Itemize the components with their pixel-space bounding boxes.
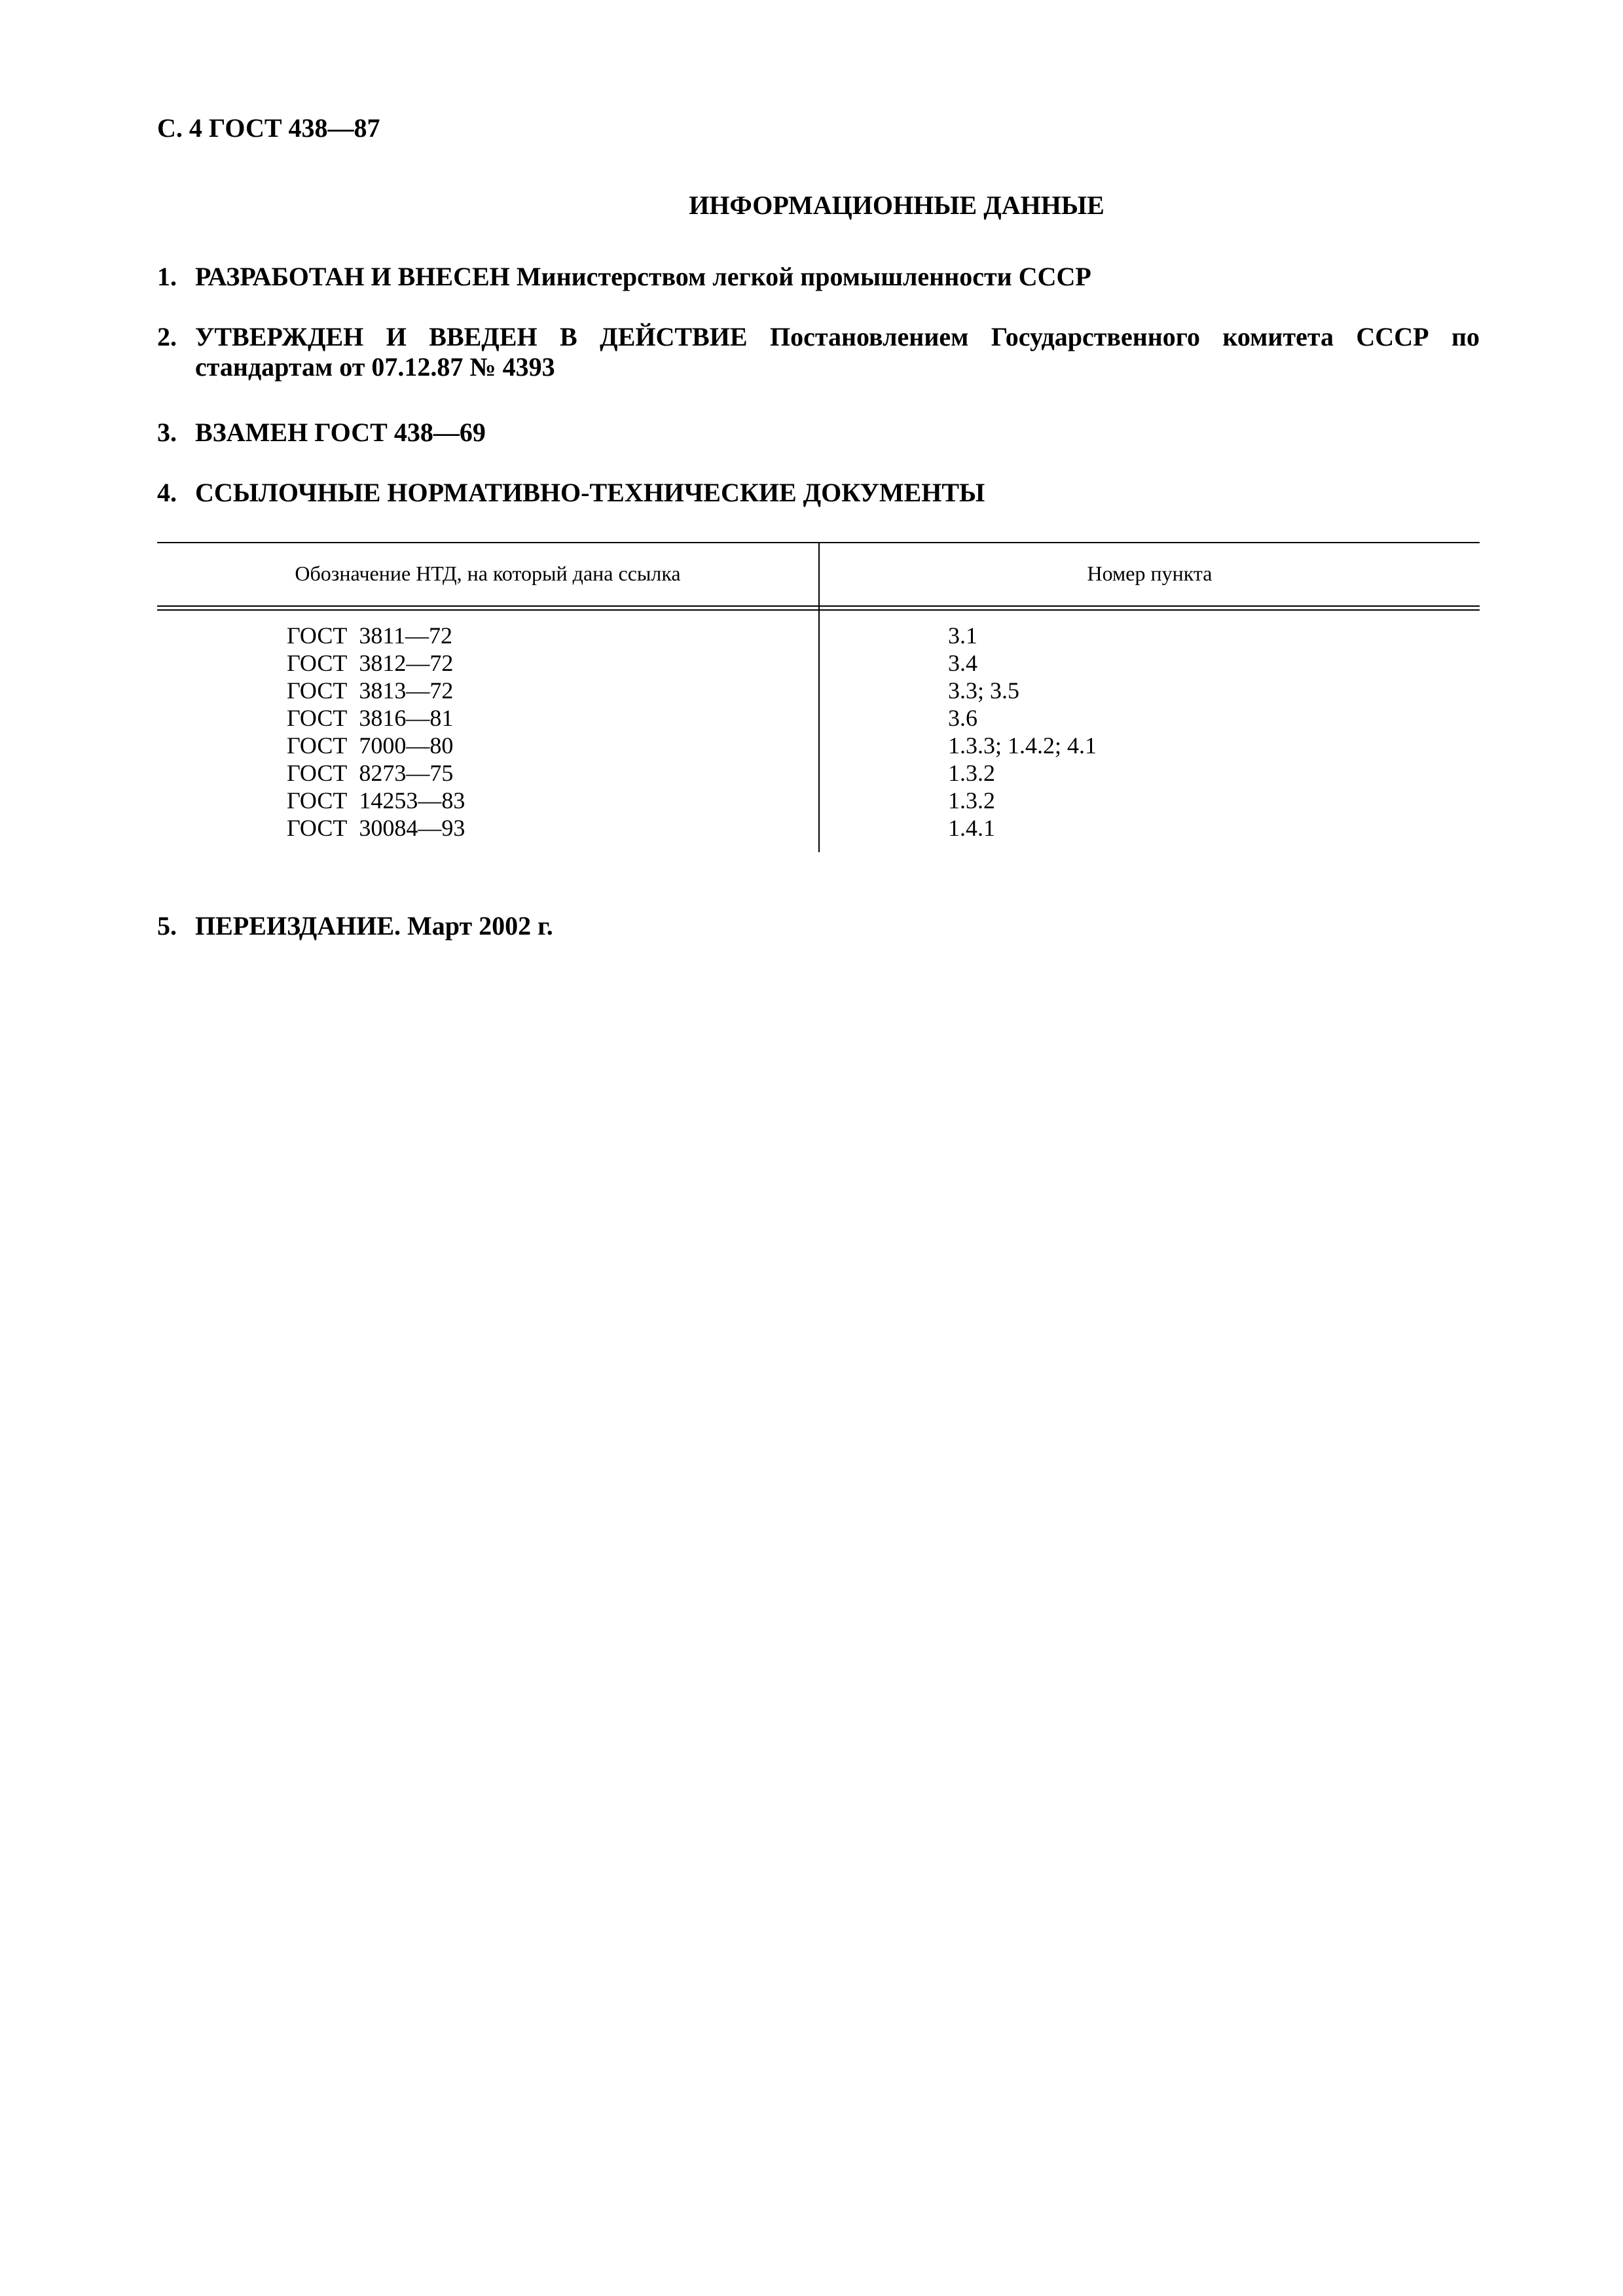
row-clause: 3.6 xyxy=(948,705,977,731)
row-document: ГОСТ 3811—72 xyxy=(287,622,453,649)
item-heading: ПЕРЕИЗДАНИЕ. xyxy=(195,911,401,941)
row-document: ГОСТ 30084—93 xyxy=(287,815,465,841)
row-clause: 3.3; 3.5 xyxy=(948,677,1020,704)
table-row xyxy=(157,732,1480,759)
row-document: ГОСТ 3813—72 xyxy=(287,677,454,704)
row-clause: 1.3.3; 1.4.2; 4.1 xyxy=(948,732,1097,759)
row-clause: 1.3.2 xyxy=(948,787,995,814)
table-row xyxy=(157,622,1480,649)
info-item-1 xyxy=(157,262,1480,292)
row-document: ГОСТ 8273—75 xyxy=(287,760,454,786)
item-heading: РАЗРАБОТАН И ВНЕСЕН xyxy=(195,262,510,291)
column-header-clause: Номер пункта xyxy=(1087,562,1213,585)
table-row xyxy=(157,814,1480,842)
item-text: Март 2002 г. xyxy=(401,911,553,941)
page-header: С. 4 ГОСТ 438—87 xyxy=(157,113,380,143)
info-item-2 xyxy=(157,322,1480,382)
info-item-4 xyxy=(157,478,1480,508)
row-document: ГОСТ 3812—72 xyxy=(287,650,454,676)
item-number: 4. xyxy=(157,478,177,507)
info-item-3 xyxy=(157,418,1480,448)
item-text: Постановлением Государственного комитета СССР по стандартам от 07.12.87 № 4393 xyxy=(195,322,1480,382)
item-number: 3. xyxy=(157,418,177,447)
row-document: ГОСТ 3816—81 xyxy=(287,705,454,731)
row-document: ГОСТ 7000—80 xyxy=(287,732,454,759)
item-number: 5. xyxy=(157,911,177,941)
item-heading: УТВЕРЖДЕН И ВВЕДЕН В ДЕЙСТВИЕ xyxy=(195,322,748,351)
row-clause: 3.4 xyxy=(948,650,977,676)
table-body xyxy=(157,622,1480,842)
item-text: Министерством легкой промышленности СССР xyxy=(509,262,1091,291)
item-heading: ВЗАМЕН ГОСТ 438—69 xyxy=(195,418,486,447)
row-document: ГОСТ 14253—83 xyxy=(287,787,465,814)
item-number: 2. xyxy=(157,322,177,351)
table-row xyxy=(157,704,1480,732)
table-row xyxy=(157,649,1480,677)
table-row xyxy=(157,759,1480,787)
table-row xyxy=(157,787,1480,814)
document-title: ИНФОРМАЦИОННЫЕ ДАННЫЕ xyxy=(689,190,1104,220)
row-clause: 1.3.2 xyxy=(948,760,995,786)
info-item-5 xyxy=(157,911,1480,941)
item-number: 1. xyxy=(157,262,177,291)
row-clause: 3.1 xyxy=(948,622,977,649)
row-clause: 1.4.1 xyxy=(948,815,995,841)
column-header-document: Обозначение НТД, на который дана ссылка xyxy=(295,562,681,585)
references-table xyxy=(157,542,1480,852)
table-row xyxy=(157,677,1480,704)
item-heading: ССЫЛОЧНЫЕ НОРМАТИВНО-ТЕХНИЧЕСКИЕ ДОКУМЕНТЫ xyxy=(195,478,985,507)
